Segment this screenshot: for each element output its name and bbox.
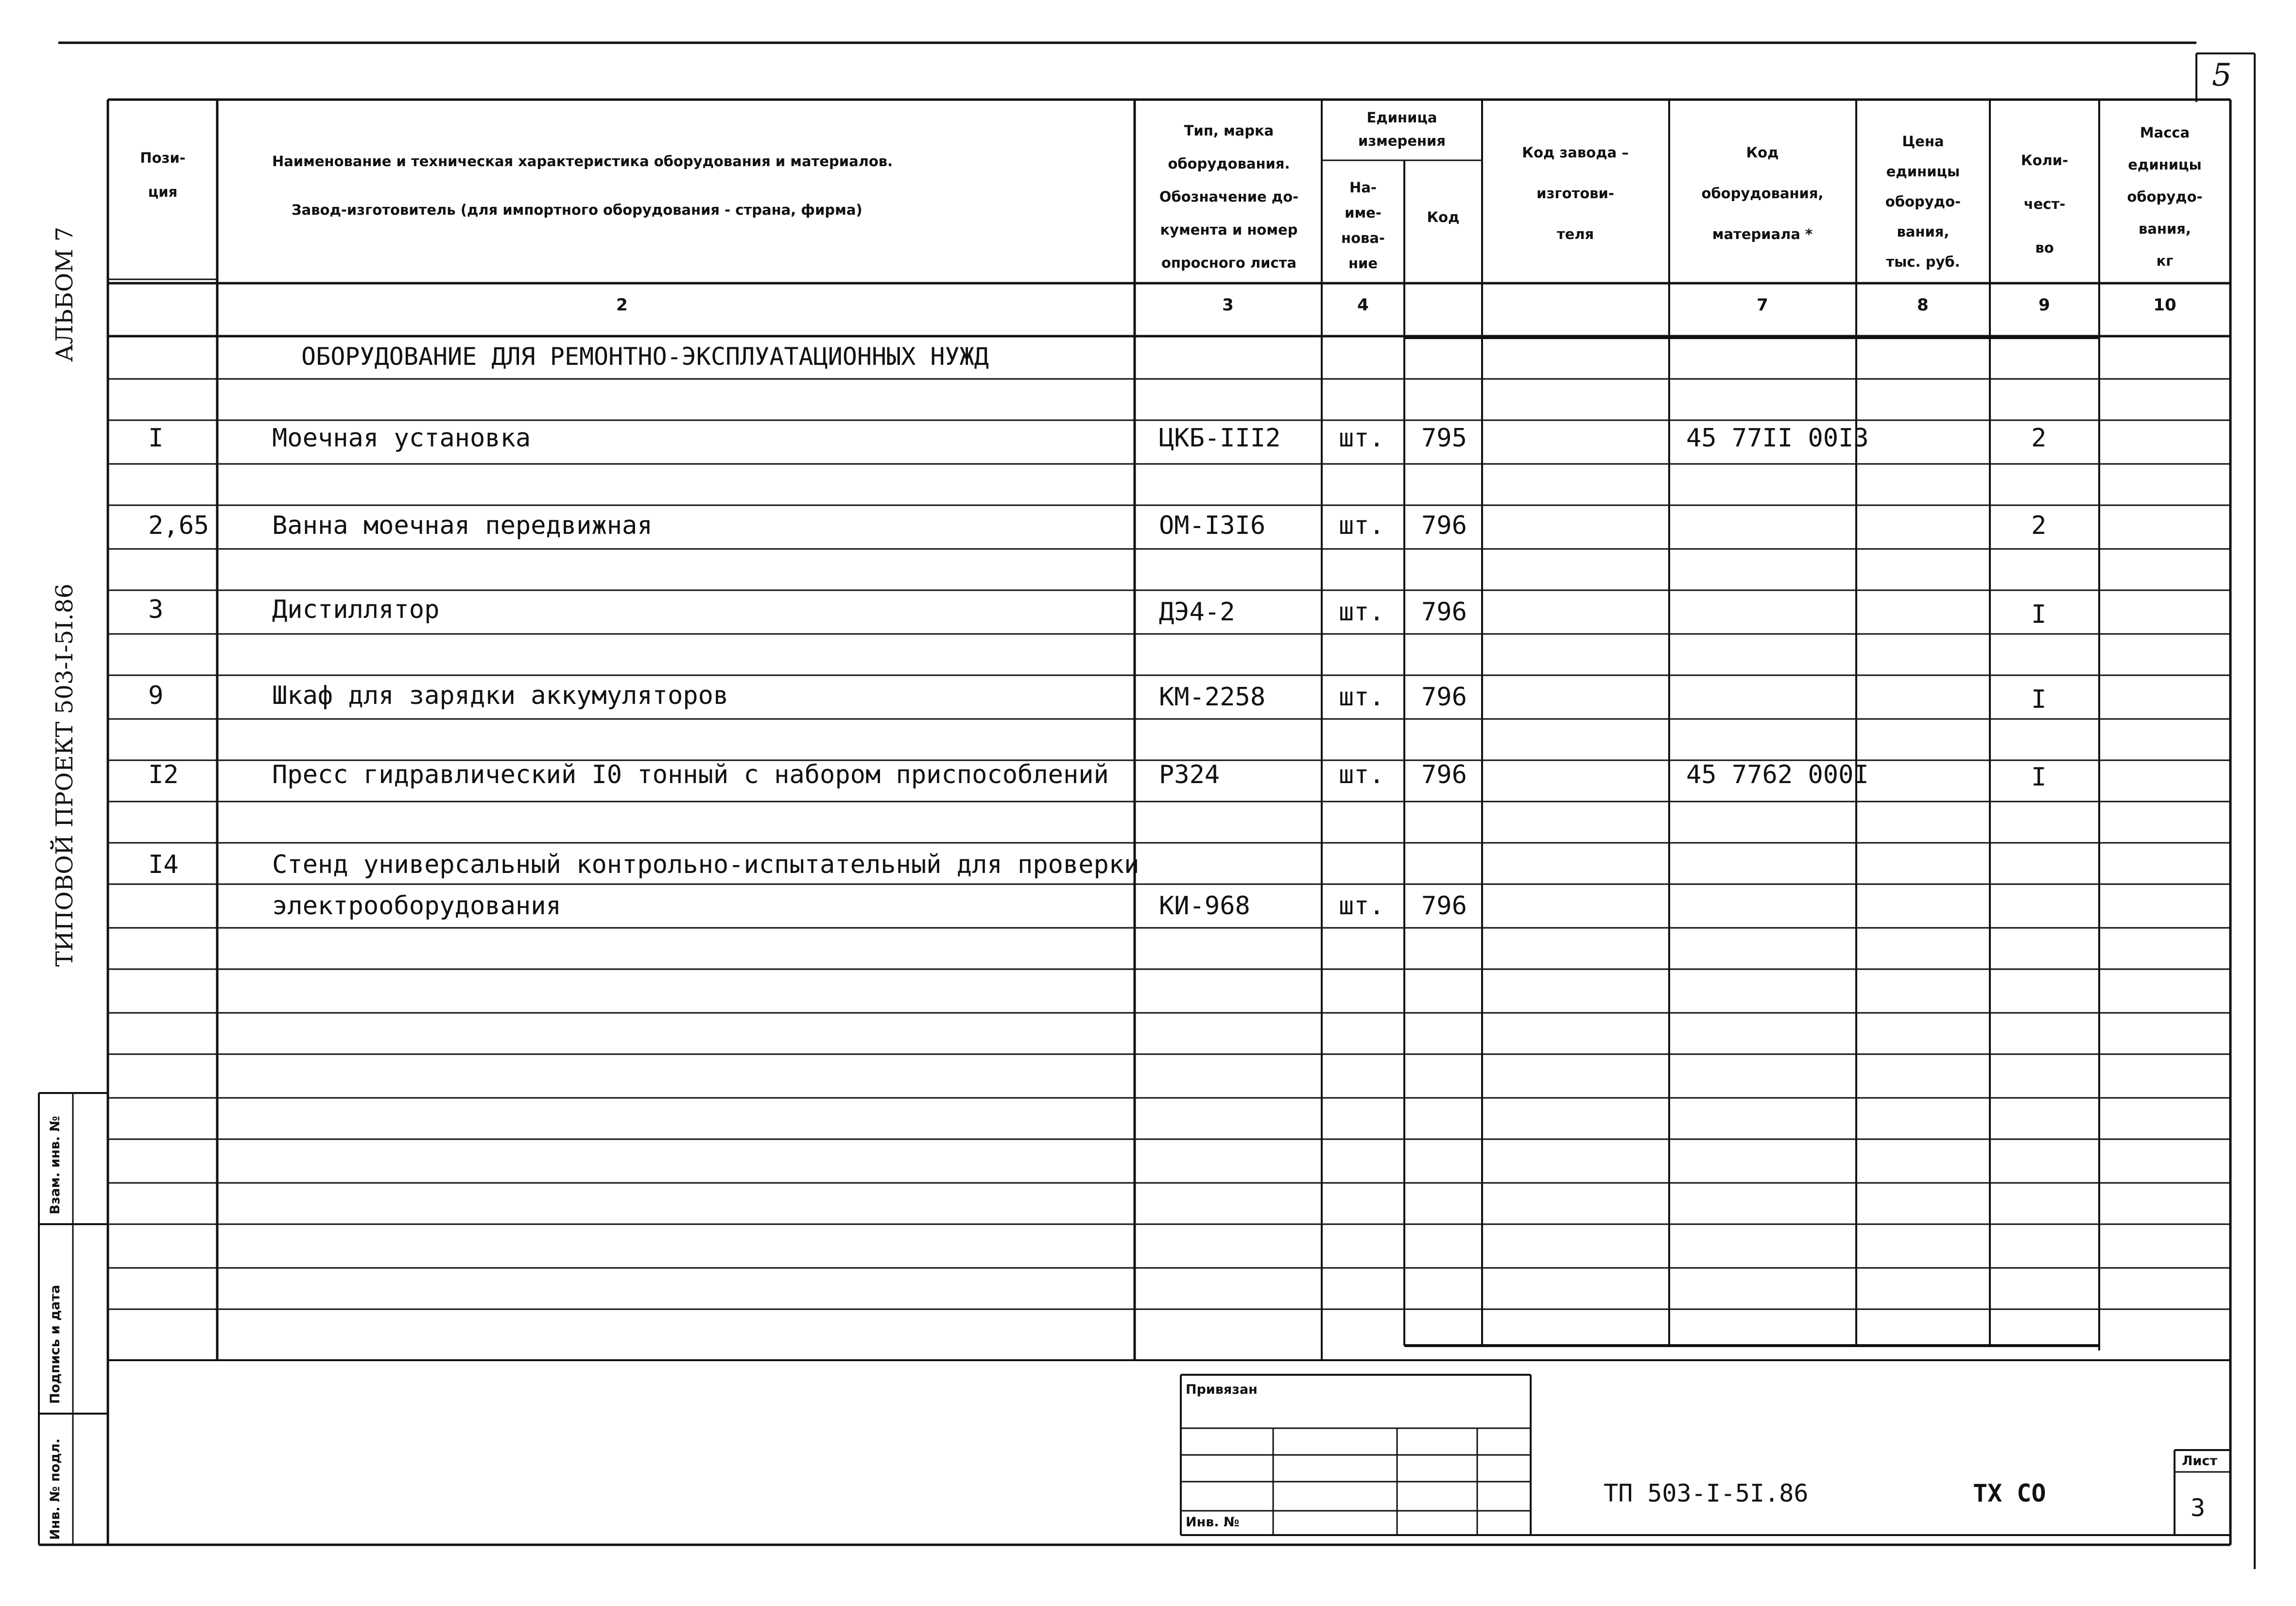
sheet-number: 3 — [2191, 1494, 2206, 1522]
page-number: 5 — [2212, 57, 2232, 93]
row-6-position: I4 — [148, 850, 179, 879]
inventory-number-label: Инв. № — [1186, 1515, 1240, 1530]
row-1-position: I — [148, 424, 164, 453]
row-2-quantity: 2 — [2031, 511, 2047, 540]
row-3-code: 796 — [1421, 598, 1467, 627]
privyazan-label: Привязан — [1186, 1382, 1258, 1397]
row-1-name: Моечная установка — [272, 424, 531, 453]
header-price: Цена единицы оборудо- вания, тыс. руб. — [1885, 133, 1961, 270]
row-3-unit: шт. — [1339, 598, 1384, 627]
section-title: ОБОРУДОВАНИЕ ДЛЯ РЕМОНТНО-ЭКСПЛУАТАЦИОННЫХ НУЖД — [301, 342, 989, 371]
row-6-name: Стенд универсальный контрольно-испытательный для проверки — [272, 850, 1139, 879]
row-4-code: 796 — [1421, 683, 1467, 712]
row-2-name: Ванна моечная передвижная — [272, 511, 653, 540]
row-3-quantity: I — [2031, 600, 2047, 629]
row-6-name-continuation: электрооборудования — [272, 891, 561, 921]
col-number-2: 2 — [616, 295, 628, 315]
row-2-type: ОМ-I3I6 — [1159, 511, 1266, 540]
row-5-name: Пресс гидравлический I0 тонный с набором приспособлений — [272, 760, 1109, 789]
row-5-quantity: I — [2031, 763, 2047, 792]
header-position: Пози- ция — [140, 150, 186, 200]
row-4-name: Шкаф для зарядки аккумуляторов — [272, 681, 729, 710]
header-mass: Масса единицы оборудо- вания, кг — [2127, 124, 2203, 269]
col-number-8: 8 — [1917, 295, 1929, 315]
row-4-type: КМ-2258 — [1159, 683, 1266, 712]
row-1-type: ЦКБ-III2 — [1159, 424, 1281, 453]
col-number-9: 9 — [2038, 295, 2050, 315]
row-3-name: Дистиллятор — [272, 595, 440, 624]
row-3-position: 3 — [148, 595, 164, 624]
row-2-unit: шт. — [1339, 511, 1384, 540]
header-name-line1: Наименование и техническая характеристика оборудования и материалов. — [272, 153, 893, 170]
col-number-10: 10 — [2153, 295, 2176, 315]
col-number-4: 4 — [1357, 295, 1369, 315]
header-factory-code: Код завода – изготови- теля — [1522, 144, 1629, 242]
row-2-position: 2,65 — [148, 511, 209, 540]
row-1-unit: шт. — [1339, 424, 1384, 453]
row-5-equipment-code: 45 7762 000I — [1686, 760, 1869, 789]
row-2-code: 796 — [1421, 511, 1467, 540]
stamp-inv-podl: Инв. № подл. — [48, 1438, 63, 1540]
col-number-7: 7 — [1757, 295, 1768, 315]
row-4-position: 9 — [148, 681, 164, 710]
album-label: АЛЬБОМ 7 — [51, 226, 78, 362]
project-label: ТИПОВОЙ ПРОЕКТ 503-I-5I.86 — [51, 583, 78, 967]
header-type: Тип, марка оборудования. Обозначение до- кумента и номер опросного листа — [1159, 122, 1299, 271]
stamp-inv-vzam: Взам. инв. № — [48, 1115, 63, 1214]
header-quantity: Коли- чест- во — [2020, 152, 2069, 256]
header-unit-code: Код — [1427, 209, 1460, 225]
col-number-3: 3 — [1222, 295, 1234, 315]
row-1-code: 795 — [1421, 424, 1467, 453]
row-6-code: 796 — [1421, 891, 1467, 921]
row-1-equipment-code: 45 77II 00I3 — [1686, 424, 1869, 453]
header-unit-name: На- име- нова- ние — [1341, 179, 1385, 272]
row-4-quantity: I — [2031, 685, 2047, 714]
sheet-label: Лист — [2182, 1453, 2217, 1469]
document-mark: ТХ СО — [1973, 1479, 2046, 1507]
row-1-quantity: 2 — [2031, 424, 2047, 453]
row-6-unit: шт. — [1339, 891, 1384, 921]
row-6-type: КИ-968 — [1159, 891, 1250, 921]
stamp-sign-date: Подпись и дата — [48, 1284, 63, 1404]
row-5-unit: шт. — [1339, 760, 1384, 789]
header-unit-group: Единица измерения — [1358, 109, 1446, 149]
row-5-type: Р324 — [1159, 760, 1220, 789]
header-equipment-code: Код оборудования, материала * — [1701, 144, 1824, 242]
row-4-unit: шт. — [1339, 683, 1384, 712]
row-5-position: I2 — [148, 760, 179, 789]
document-code: ТП 503-I-5I.86 — [1604, 1479, 1809, 1507]
row-5-code: 796 — [1421, 760, 1467, 789]
header-name-line2: Завод-изготовитель (для импортного оборудования - страна, фирма) — [292, 202, 863, 218]
row-3-type: ДЭ4-2 — [1159, 598, 1235, 627]
